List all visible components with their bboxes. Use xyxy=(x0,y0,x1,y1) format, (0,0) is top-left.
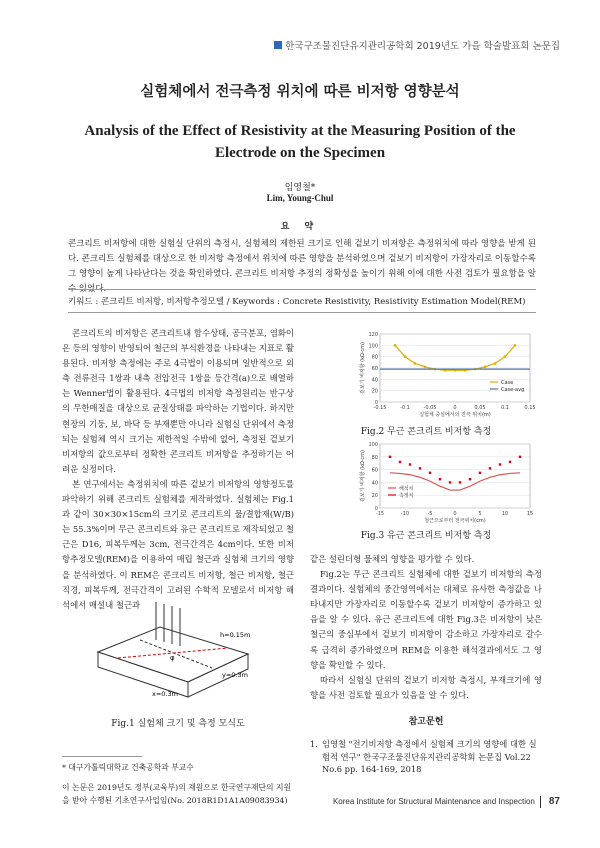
fig1-label-y: y=0.3m xyxy=(222,671,248,679)
y-tick-label: 0 xyxy=(374,400,378,406)
data-point xyxy=(489,467,491,469)
reference-item xyxy=(310,738,542,776)
right-column xyxy=(310,552,542,703)
paragraph: 본 연구에서는 측정위치에 따른 겉보기 비저항의 영향정도를 파악하기 위해 콘크리트 실험체를 제작하였다. 실험체는 Fig.1과 같이 30×30×15cm의 크기로 콘크리트의 물/결합재(W/B)는 55.3%이며 무근 콘크리트와 유근 콘크리트로 제작되었고 철근은 D16, 피복두께는 3cm, 전극간격은 4cm이다. 또한 비저항추정모델(REM)을 이용하여 매립 철근과 실험체 크기의 영향을 분석하였다. 이 REM은 콘크리트 비저항, 철근 비저항, 철근직경, 피복두께, 전극간격이 고려된 수학적 모델로서 비저항 해석에서 매설내 철근과 xyxy=(62,478,294,610)
data-point xyxy=(429,472,431,474)
x-tick-label: 0.15 xyxy=(524,405,536,411)
fig1-label-h: h=0.15m xyxy=(220,631,251,639)
fig3-caption: Fig.3 유근 콘크리트 비저항 측정 xyxy=(360,531,492,541)
abstract-text: 콘크리트 비저항에 대한 실험실 단위의 측정시, 실험체의 제한된 크기로 인해 겉보기 비저항은 측정위치에 따라 영향을 받게 된다. 콘크리트 실험체를 대상으로 한 비저항 측정에서 위치에 따른 영향을 분석하였으며 겉보기 비저항이 가장자리로 이동할수록 그 영향이 높게 나타난다는 것을 확인하였다. 콘크리트 비저항 추정의 정확성을 높이기 위해 이에 대한 사전 검토가 필요함을 알 수 있었다. xyxy=(68,239,536,294)
data-point xyxy=(479,472,481,474)
x-tick-label: 15 xyxy=(526,511,534,517)
y-tick-label: 100 xyxy=(368,343,378,350)
data-point xyxy=(399,461,401,463)
x-tick-label: 0.05 xyxy=(474,405,486,411)
footnote-divider xyxy=(62,756,142,757)
references-heading: 참고문헌 xyxy=(408,717,444,727)
header-icon xyxy=(274,41,282,49)
y-tick-label: 100 xyxy=(368,442,378,448)
paragraph: 같은 설린더형 물체의 영향을 평가할 수 있다. xyxy=(310,554,475,564)
x-tick-label: -5 xyxy=(427,511,433,517)
data-point xyxy=(394,344,397,347)
author-korean: 임영철* xyxy=(284,183,316,193)
fig1-caption: Fig.1 실험체 크기 및 측정 모식도 xyxy=(111,719,245,729)
fig1-label-phi: φ xyxy=(170,654,175,662)
data-point xyxy=(514,344,517,347)
y-axis-label: 겉보기 비저항 (kΩ·cm) xyxy=(360,342,366,394)
y-axis-label: 겉보기 비저항 (kΩ·cm) xyxy=(360,450,366,502)
data-point xyxy=(414,362,417,365)
x-axis-label: 실험체 중심에서의 전극 위치(m) xyxy=(419,412,491,418)
y-tick-label: 0 xyxy=(374,506,378,512)
x-tick-label: 10 xyxy=(501,511,509,517)
x-tick-label: 0 xyxy=(453,405,457,411)
data-point xyxy=(404,355,407,358)
korean-title: 실험체에서 전극측정 위치에 따른 비저항 영향분석 xyxy=(140,84,460,100)
y-tick-label: 80 xyxy=(371,354,378,361)
footer-text: Korea Institute for Structural Maintenance and Inspection xyxy=(332,797,535,807)
x-tick-label: 5 xyxy=(478,511,482,517)
x-axis-label: 철근으로부터 전극위치(cm) xyxy=(424,518,486,524)
author-english: Lim, Young-Chul xyxy=(266,193,334,203)
footer-divider xyxy=(540,796,541,808)
x-tick-label: -10 xyxy=(400,511,410,517)
y-tick-label: 40 xyxy=(371,480,378,487)
data-point xyxy=(484,366,487,369)
english-title: Analysis of the Effect of Resistivity at the Measuring Position of the Electrode on the Specimen xyxy=(84,123,516,161)
data-point xyxy=(494,362,497,365)
data-point xyxy=(469,478,471,480)
keywords: 키워드 : 콘크리트 비저항, 비저항추정모델 / Keywords : Concrete Resistivity, Resistivity Estimation Model(REM) xyxy=(68,289,536,313)
series-line xyxy=(395,345,515,370)
data-point xyxy=(509,461,511,463)
data-point xyxy=(409,463,411,465)
x-tick-label: 0 xyxy=(453,511,457,517)
x-tick-label: -15 xyxy=(375,511,385,517)
y-tick-label: 20 xyxy=(371,493,378,500)
legend-label: Case-avg xyxy=(501,387,525,393)
x-tick-label: -0.05 xyxy=(423,405,437,411)
x-tick-label: 0.1 xyxy=(501,405,509,411)
y-tick-label: 80 xyxy=(371,454,378,461)
running-header xyxy=(274,38,560,52)
fig1-label-x: x=0.3m xyxy=(152,690,178,698)
data-point xyxy=(499,463,501,465)
footnote-affiliation: * 대구가톨릭대학교 건축공학과 부교수 xyxy=(62,763,194,772)
legend-label: Case xyxy=(501,380,514,386)
fig3-chart xyxy=(358,440,538,526)
x-tick-label: -0.1 xyxy=(400,405,410,411)
data-point xyxy=(419,467,421,469)
paragraph: 콘크리트의 비저항은 콘크리트내 함수상태, 공극분포, 염화이온 등의 영향이 반영되어 철근의 부식환경을 나타내는 지표로 활용된다. 비저항 측정에는 주로 4극법이 이용되며 일반적으로 외측 전류전극 1쌍과 내측 전압전극 1쌍을 등간격(a)으로 배열하는 Wenner법이 활용된다. 4극법의 비저항 측정원리는 반구상의 무한매질을 대상으로 균질상태를 파악하는 기법이다. 하지만 현장의 기둥, 보, 바닥 등 부재뿐만 아니라 실험실 단위에서 측정되는 실험체 역시 크기는 제한적일 수밖에 없어, 측정된 겉보기 비저항의 값으로부터 정확한 콘크리트 비저항을 추정하기는 어려운 실정이다. xyxy=(62,328,294,474)
y-tick-label: 60 xyxy=(371,467,378,474)
data-point xyxy=(449,481,451,483)
fig1-diagram xyxy=(88,582,268,702)
footnote-funding: 이 논문은 2019년도 정부(교육부)의 재원으로 한국연구재단의 지원을 받아 수행된 기초연구사업임(No. 2018R1D1A1A09083934) xyxy=(62,783,292,805)
left-column xyxy=(62,326,294,613)
abstract-heading: 요 약 xyxy=(280,222,320,232)
legend-label: 측정치 xyxy=(399,493,414,499)
data-point xyxy=(504,355,507,358)
y-tick-label: 20 xyxy=(371,388,378,395)
data-point xyxy=(424,366,427,369)
y-tick-label: 60 xyxy=(371,366,378,372)
y-tick-label: 40 xyxy=(371,377,378,384)
x-tick-label: -0.15 xyxy=(373,405,387,411)
fig2-chart xyxy=(358,330,538,420)
paragraph: 따라서 실험실 단위의 겉보기 비저항 측정시, 부재크기에 영향을 사전 검토할 필요가 있음을 알 수 있다. xyxy=(310,674,542,700)
reference-number: 1. xyxy=(310,739,318,749)
data-point xyxy=(459,481,461,483)
y-tick-label: 120 xyxy=(368,332,378,338)
data-point xyxy=(439,478,441,480)
legend-label: 해석치 xyxy=(399,486,414,492)
data-point xyxy=(389,456,391,458)
page-footer xyxy=(333,796,560,808)
header-text: 한국구조물진단유지관리공학회 2019년도 가을 학술발표회 논문집 xyxy=(285,41,560,52)
fig2-caption: Fig.2 무근 콘크리트 비저항 측정 xyxy=(360,427,492,437)
reference-text: 임영철 "전기비저항 측정에서 실험체 크기의 영향에 대한 실험적 연구" 한국구조물진단유지관리공학회 논문집 Vol.22 No.6 pp. 164-169, 2018 xyxy=(322,739,537,774)
paragraph: Fig.2는 무근 콘크리트 실험체에 대한 겉보기 비저항의 측정결과이다. 실험체의 중간영역에서는 대체로 유사한 측정값을 나타내지만 가장자리로 이동할수록 겉보기 비저항이 증가하고 있음을 알 수 있다. 유근 콘크리트에 대한 Fig.3은 비저항이 낮은 철근의 중심부에서 겉보기 비저항이 감소하고 가장자리로 갈수록 급격히 증가하였으며 REM을 이용한 해석결과에서도 그 영향을 확인할 수 있다. xyxy=(310,569,542,670)
data-point xyxy=(519,456,521,458)
page-number: 87 xyxy=(548,796,560,808)
